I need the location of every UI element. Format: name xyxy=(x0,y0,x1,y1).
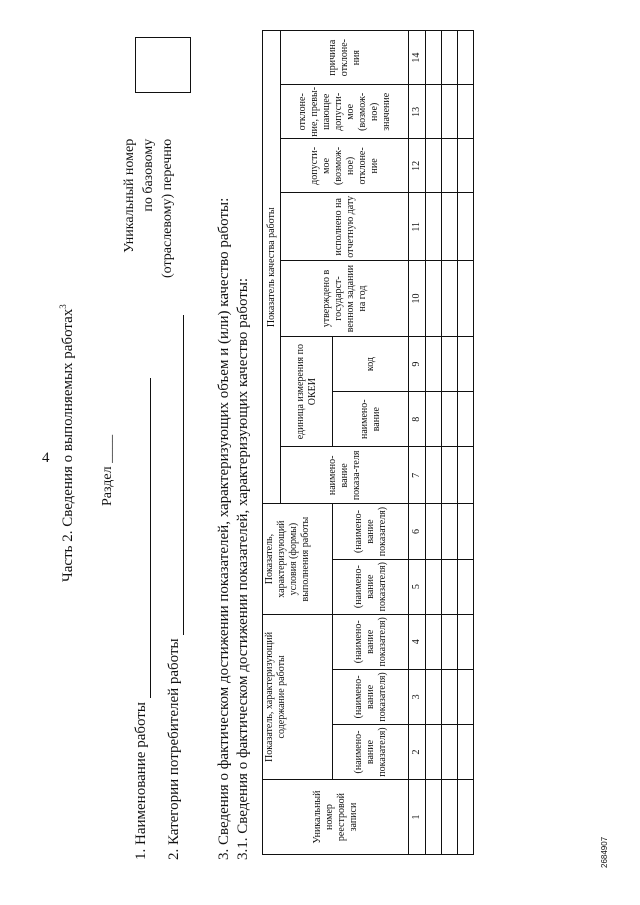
table-cell[interactable] xyxy=(442,193,458,261)
table-cell[interactable] xyxy=(458,193,474,261)
th-unit-name: наимено-вание xyxy=(333,392,409,447)
col-num: 6 xyxy=(409,504,426,559)
table-cell[interactable] xyxy=(426,614,442,669)
table-cell[interactable] xyxy=(458,504,474,559)
th-content-sub-3: (наимено-вание показателя) xyxy=(333,614,409,669)
col-num: 3 xyxy=(409,669,426,724)
th-excess-deviation: отклоне-ние, превы-шающее допусти-мое (возмож-ное) значение xyxy=(281,85,409,139)
col-num: 7 xyxy=(409,447,426,504)
table-cell[interactable] xyxy=(426,193,442,261)
table-cell[interactable] xyxy=(458,261,474,337)
quality-table xyxy=(262,30,460,855)
table-cell[interactable] xyxy=(426,139,442,193)
table-cell[interactable] xyxy=(442,447,458,504)
table-cell[interactable] xyxy=(458,614,474,669)
heading-3: 3. Сведения о фактическом достижении показателей, характеризующих объем и (или) качество работы: xyxy=(216,197,232,860)
col-num: 2 xyxy=(409,724,426,779)
th-indicator-name: наимено-вание показа-теля xyxy=(281,447,409,504)
table-cell[interactable] xyxy=(458,724,474,779)
table-cell[interactable] xyxy=(442,261,458,337)
table-cell[interactable] xyxy=(426,780,442,855)
table-row xyxy=(458,31,474,855)
th-content-group: Показатель, характеризующий содержание работы xyxy=(263,614,333,779)
table-cell[interactable] xyxy=(458,392,474,447)
th-executed: исполнено на отчетную дату xyxy=(281,193,409,261)
table-cell[interactable] xyxy=(458,447,474,504)
table-cell[interactable] xyxy=(426,669,442,724)
col-num: 13 xyxy=(409,85,426,139)
table-cell[interactable] xyxy=(458,337,474,392)
th-unique-number: Уникальный номер реестровой записи xyxy=(263,780,409,855)
table-cell[interactable] xyxy=(458,669,474,724)
table-cell[interactable] xyxy=(442,614,458,669)
table-cell[interactable] xyxy=(426,31,442,85)
th-deviation-reason: причина отклоне-ния xyxy=(281,31,409,85)
registry-line-1: Уникальный номер xyxy=(122,138,137,253)
th-content-sub-1: (наимено-вание показателя) xyxy=(333,724,409,779)
table-cell[interactable] xyxy=(442,31,458,85)
table-cell[interactable] xyxy=(458,85,474,139)
table-cell[interactable] xyxy=(426,447,442,504)
th-unit-group: единица измерения по ОКЕИ xyxy=(281,337,333,447)
table-cell[interactable] xyxy=(442,559,458,614)
col-num: 8 xyxy=(409,392,426,447)
title-footnote: 3 xyxy=(58,304,68,309)
table-cell[interactable] xyxy=(458,559,474,614)
table-cell[interactable] xyxy=(442,669,458,724)
col-num: 5 xyxy=(409,559,426,614)
heading-3-1: 3.1. Сведения о фактическом достижении показателей, характеризующих качество работы: xyxy=(235,277,251,860)
consumer-category-line[interactable] xyxy=(166,315,184,635)
table-cell[interactable] xyxy=(426,261,442,337)
table-row xyxy=(426,31,442,855)
table-cell[interactable] xyxy=(426,85,442,139)
th-approved: утверждено в государст-венном задании на год xyxy=(281,261,409,337)
work-name-label: 1. Наименование работы xyxy=(133,702,149,860)
th-conditions-sub-1: (наимено-вание показателя) xyxy=(333,559,409,614)
th-conditions-group: Показатель, характеризующий условия (формы) выполнения работы xyxy=(263,504,333,614)
registry-number-box[interactable] xyxy=(135,37,191,93)
registry-line-3: (отраслевому) перечню xyxy=(160,138,175,278)
col-num: 9 xyxy=(409,337,426,392)
table-cell[interactable] xyxy=(426,504,442,559)
page-number: 4 xyxy=(42,450,50,466)
footer-code: 2684907 xyxy=(600,836,609,868)
col-num: 1 xyxy=(409,780,426,855)
table-row xyxy=(442,31,458,855)
table-cell[interactable] xyxy=(442,724,458,779)
col-num: 4 xyxy=(409,614,426,669)
table-cell[interactable] xyxy=(458,139,474,193)
table-cell[interactable] xyxy=(426,337,442,392)
consumer-category-field xyxy=(166,315,184,860)
title-text: Часть 2. Сведения о выполняемых работах xyxy=(60,308,76,582)
registry-line-2: по базовому xyxy=(141,138,156,212)
th-unit-code: код xyxy=(333,337,409,392)
section-label: Раздел ____ xyxy=(100,434,115,506)
table-cell[interactable] xyxy=(458,31,474,85)
col-num: 10 xyxy=(409,261,426,337)
table-cell[interactable] xyxy=(442,780,458,855)
th-conditions-sub-2: (наимено-вание показателя) xyxy=(333,504,409,559)
work-name-field xyxy=(133,378,151,860)
th-quality-group: Показатель качества работы xyxy=(263,31,281,504)
table-cell[interactable] xyxy=(426,392,442,447)
column-numbers-row xyxy=(409,31,426,855)
col-num: 11 xyxy=(409,193,426,261)
col-num: 14 xyxy=(409,31,426,85)
table-cell[interactable] xyxy=(442,139,458,193)
table-cell[interactable] xyxy=(442,392,458,447)
table-cell[interactable] xyxy=(442,504,458,559)
part-title xyxy=(58,304,77,582)
table-cell[interactable] xyxy=(442,85,458,139)
table-cell[interactable] xyxy=(426,559,442,614)
table-cell[interactable] xyxy=(458,780,474,855)
th-allowed-deviation: допусти-мое (возмож-ное) отклоне-ние xyxy=(281,139,409,193)
col-num: 12 xyxy=(409,139,426,193)
work-name-line[interactable] xyxy=(133,378,151,698)
registry-number-label xyxy=(120,139,177,278)
table-cell[interactable] xyxy=(442,337,458,392)
th-content-sub-2: (наимено-вание показателя) xyxy=(333,669,409,724)
consumer-category-label: 2. Категории потребителей работы xyxy=(166,638,182,860)
table-cell[interactable] xyxy=(426,724,442,779)
